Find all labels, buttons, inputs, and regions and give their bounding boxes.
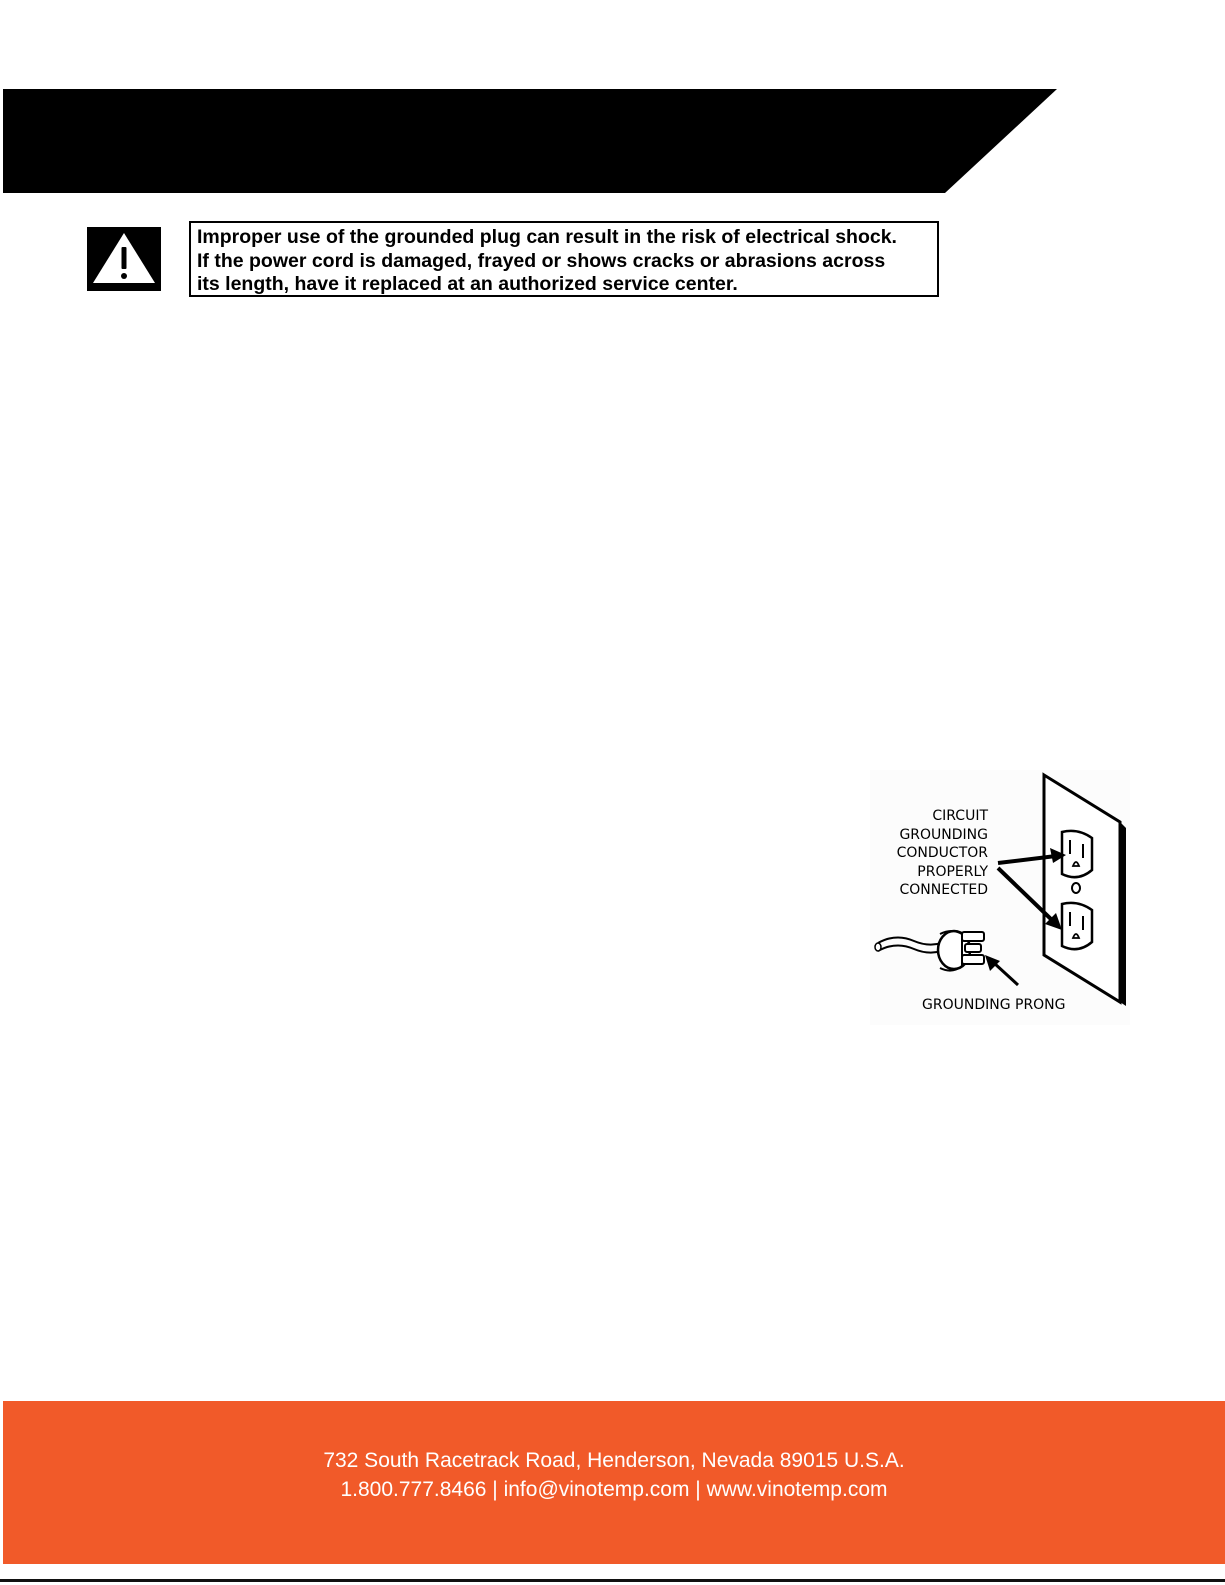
conductor-label (897, 807, 988, 900)
conductor-label-line: GROUNDING (899, 826, 988, 843)
footer-bar (3, 1401, 1225, 1564)
grounding-prong-label: GROUNDING PRONG (922, 997, 1066, 1013)
conductor-label-line: CONNECTED (899, 882, 988, 898)
bottom-rule (0, 1579, 1225, 1582)
warning-notice (189, 221, 939, 297)
warning-line: If the power cord is damaged, frayed or shows cracks or abrasions across (197, 249, 886, 272)
warning-line: its length, have it replaced at an authorized service center. (197, 273, 738, 295)
conductor-label-line: CONDUCTOR (896, 845, 988, 861)
conductor-label-line: CIRCUIT (932, 808, 988, 824)
header-banner (0, 0, 1225, 200)
warning-line: Improper use of the grounded plug can result in the risk of electrical shock. (197, 226, 897, 248)
warning-triangle-icon (87, 227, 161, 291)
footer-address: 732 South Racetrack Road, Henderson, Nevada 89015 U.S.A. (323, 1449, 905, 1472)
footer-contact: 1.800.777.8466 | info@vinotemp.com | www.vinotemp.com (340, 1478, 888, 1501)
grounded-outlet-figure (870, 770, 1130, 1025)
conductor-label-line: PROPERLY (917, 863, 988, 880)
